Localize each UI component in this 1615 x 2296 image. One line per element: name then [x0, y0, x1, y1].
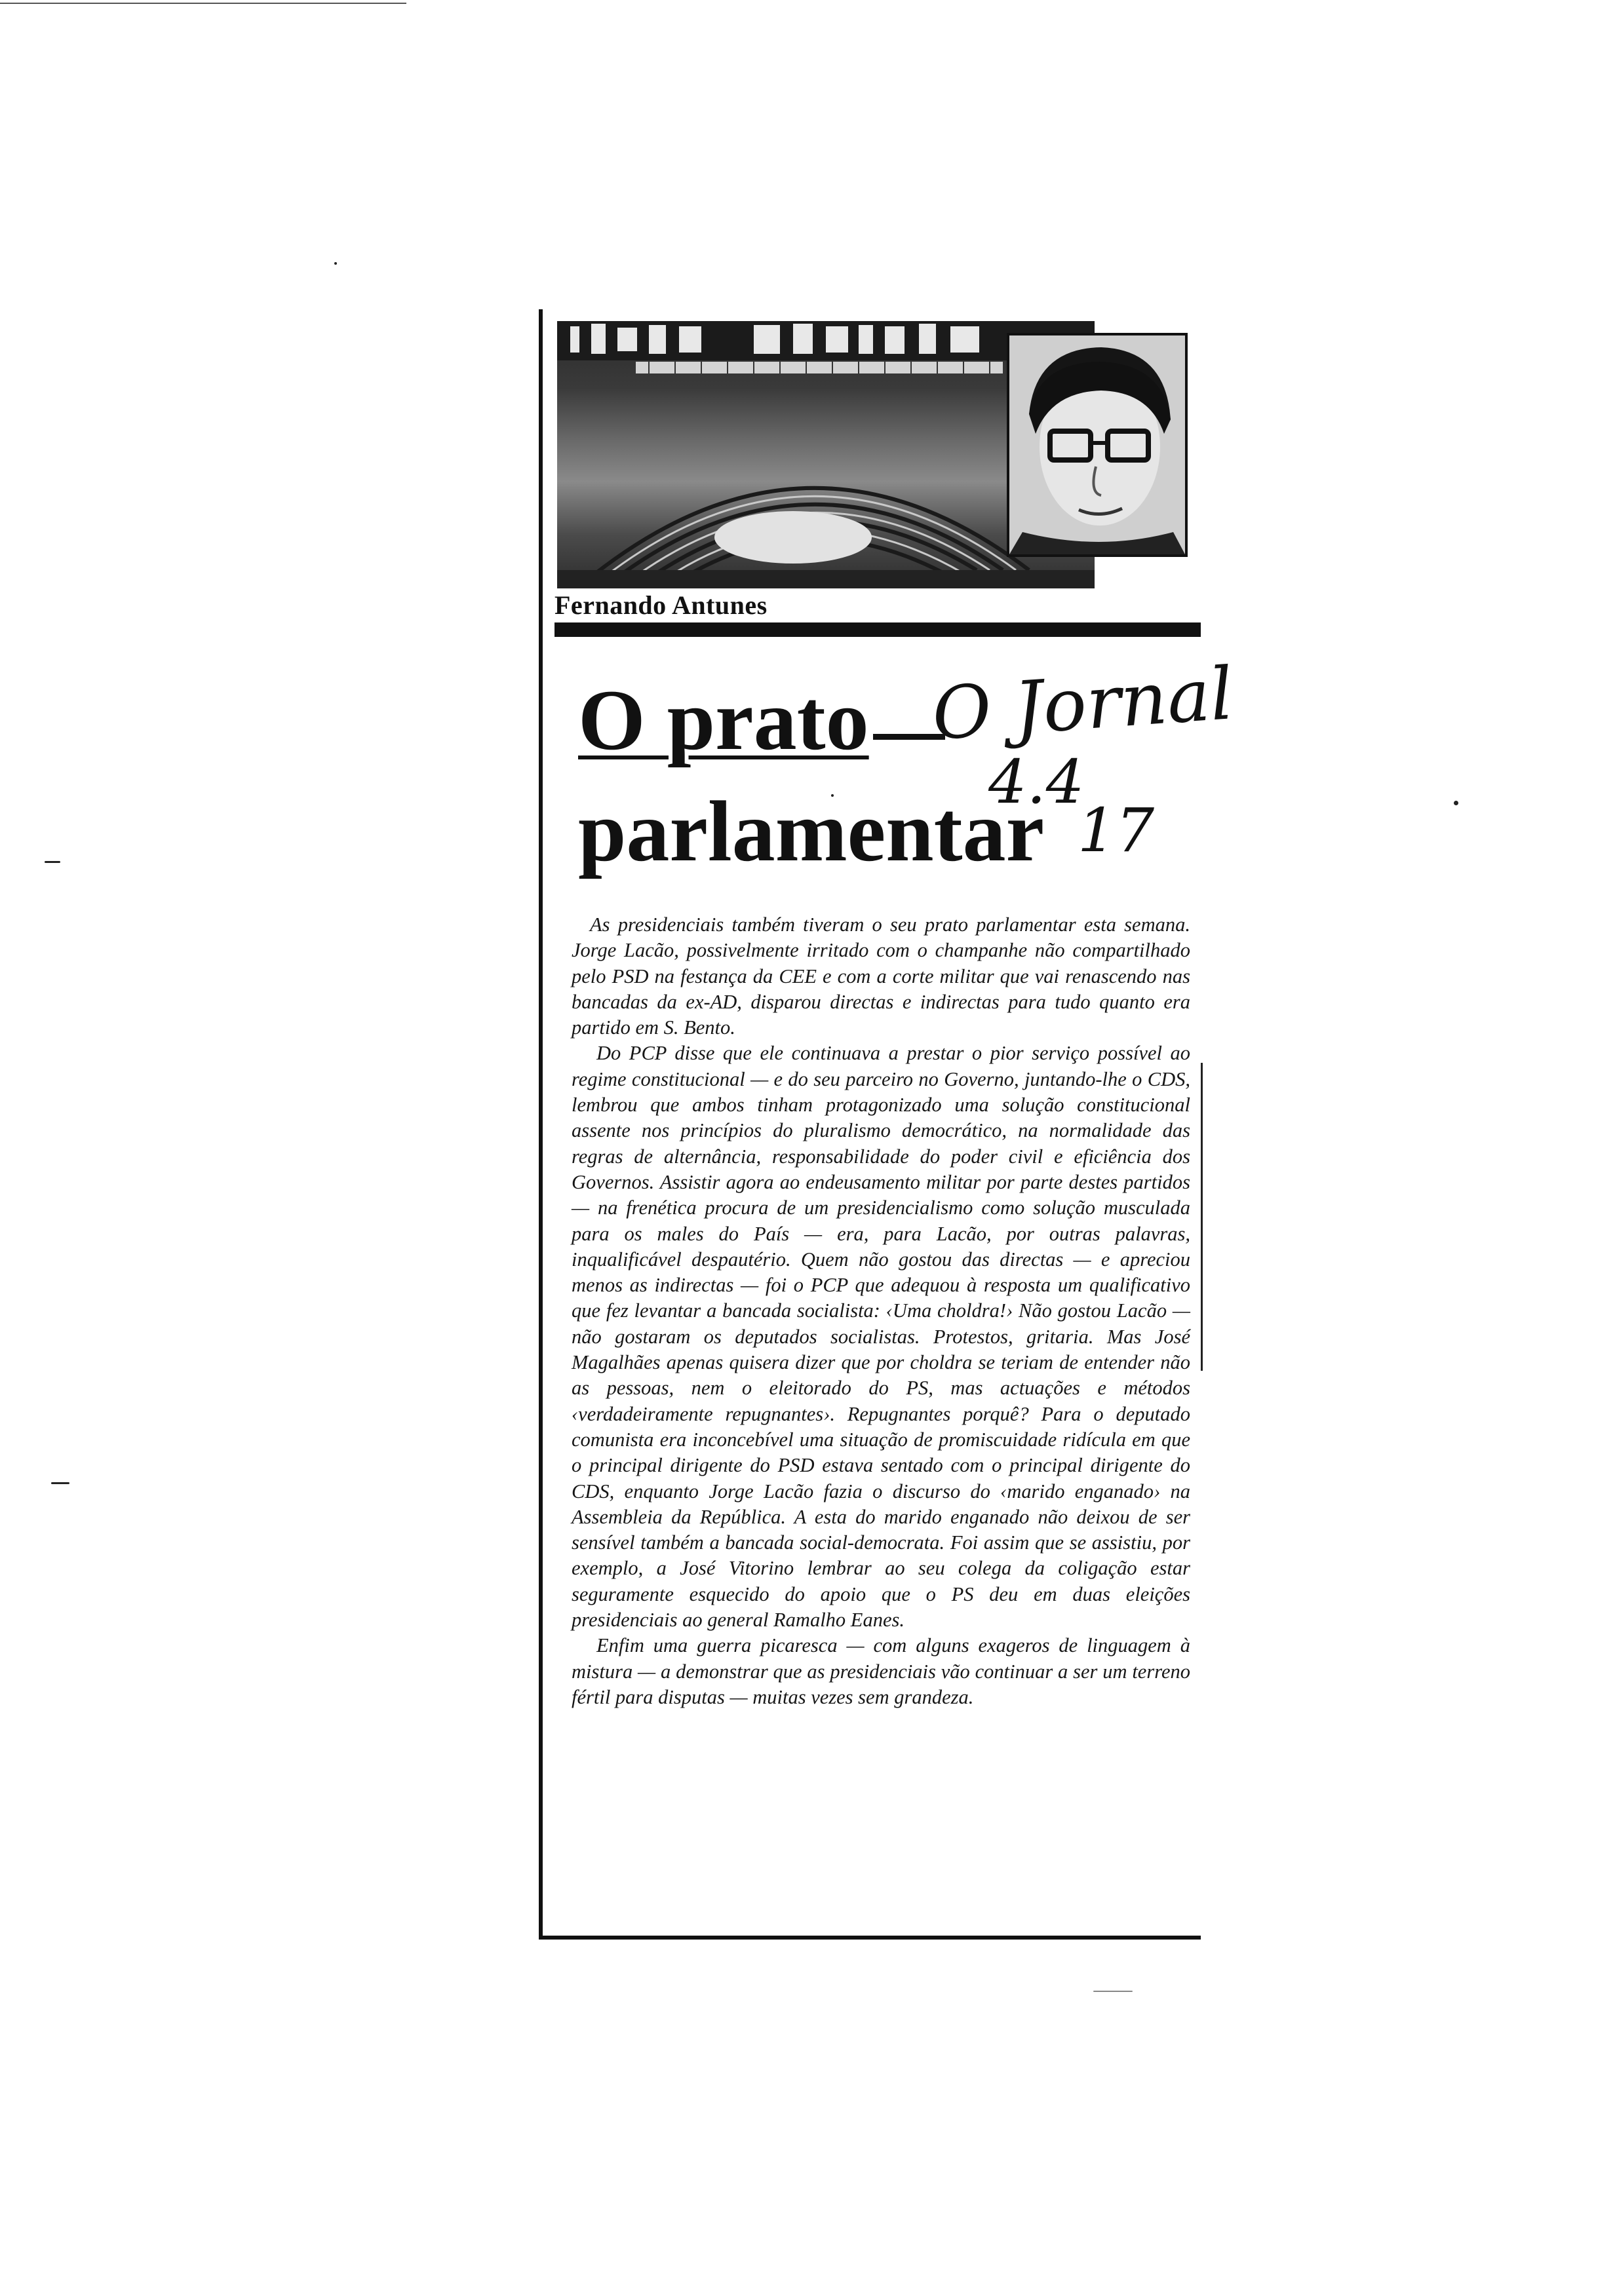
- clipping-right-edge-mark: [1201, 1063, 1203, 1371]
- newspaper-clipping: [539, 309, 1236, 1941]
- handwritten-note-line-3: 17: [1078, 795, 1155, 866]
- article-paragraph-2: Do PCP disse que ele continuava a prestar o pior serviço possível ao regime constitucional — e do seu parceiro no Governo, juntando-lhe o CDS, lembrou que ambos tinham protagonizado uma solução constitucional assente nos princípios do pluralismo democrático, na normalidade das regras de alternância, responsabilidade do poder civil e eficiência dos Governos. Assistir agora ao endeusamento militar por parte destes partidos — na frenética procura de um presidencialismo como solução musculada para os males do País — era, para Lacão, por outras palavras, inqualificável despautério. Quem não gostou das directas — e apreciou menos as indirectas — foi o PCP que adequou à resposta um qualificativo que fez levantar a bancada socialista: ‹Uma choldra!› Não gostou Lacão — não gostaram os deputados socialistas. Protestos, gritaria. Mas José Magalhães apenas quisera dizer que por choldra se teriam de entender não as pessoas, nem o eleitorado do PS, mas actuações e métodos ‹verdadeiramente repugnantes›. Repugnantes porquê? Para o deputado comunista era inconcebível uma situação de promiscuidade ridícula em que o principal dirigente do PSD estava sentado com o principal dirigente do CDS, enquanto Jorge Lacão fazia o discurso do ‹marido enganado› na Assembleia da República. A esta do marido enganado não deixou de ser sensível também a bancada social-democrata. Foi assim que se assistiu, por exemplo, a José Vitorino lembrar ao seu colega da coligação estar seguramente esquecido do apoio que o PS deu em duas eleições presidenciais ao general Ramalho Eanes.: [572, 1042, 1190, 1632]
- scan-speck: [334, 262, 337, 265]
- scan-margin-dash: [1093, 1991, 1133, 1992]
- article-paragraph-1: As presidenciais também tiveram o seu prato parlamentar esta semana. Jorge Lacão, possivelmente irritado com o champanhe não compartilhado pelo PSD na festança da CEE e com a corte militar que vai renascendo nas bancadas da ex-AD, disparou directas e indirectas para tudo quanto era partido em S. Bento.: [572, 913, 1190, 1039]
- byline-rule: [555, 622, 1201, 637]
- author-portrait-illustration: [1009, 335, 1185, 554]
- scan-margin-dash: [45, 861, 60, 863]
- article-paragraph-3: Enfim uma guerra picaresca — com alguns exageros de linguagem à mistura — a demonstrar que as presidenciais vão continuar a ser um terreno fértil para disputas — muitas vezes sem grandeza.: [572, 1634, 1190, 1708]
- scan-speck: [1454, 801, 1458, 805]
- handwritten-note-line-2: 4.4: [988, 747, 1085, 817]
- clipping-bottom-border: [539, 1936, 1201, 1940]
- headline-line-1-text: O prato: [578, 672, 869, 768]
- clipping-left-border: [539, 309, 543, 1940]
- author-portrait-photo: [1007, 333, 1188, 557]
- byline: Fernando Antunes: [555, 590, 768, 620]
- headline-line-2-text: parlamentar: [578, 783, 1045, 879]
- handwritten-note-line-1: O Jornal: [929, 651, 1236, 756]
- article-body: [572, 912, 1190, 1710]
- scan-margin-dash: [51, 1482, 69, 1484]
- scan-top-edge-line: [0, 3, 406, 4]
